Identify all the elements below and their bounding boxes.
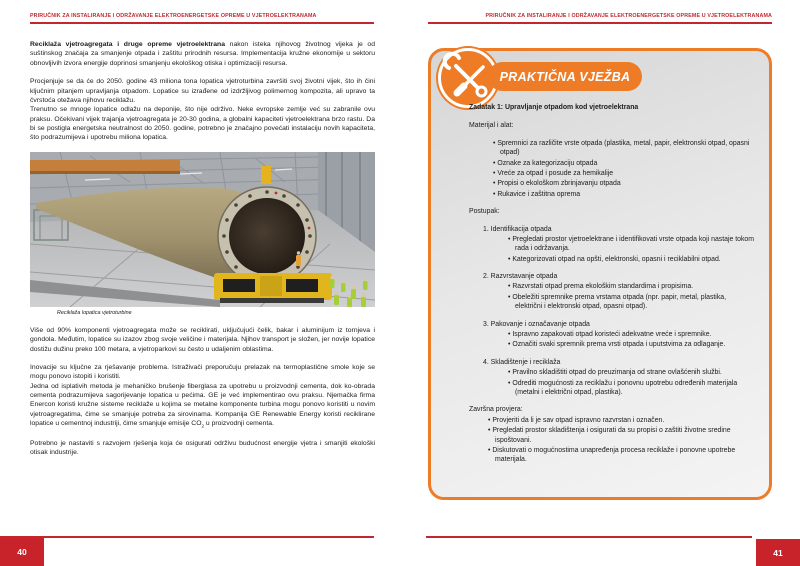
co2-subscript: 2 [201,423,205,429]
step-bullets [508,282,754,311]
list-item: • Odrediti mogućnosti za reciklažu i ponovnu upotrebu određenih materijala (metalni i električni otpad, plastika). [508,379,754,398]
photo-transport-cart [214,273,332,303]
procedure-heading: Postupak: [469,208,500,216]
step-bullets [508,368,754,397]
list-item: • Provjeriti da li je sav otpad ispravno razvrstan i označen. [488,416,754,425]
list-item: • Označiti svaki spremnik prema vrsti otpada i uputstvima za odlaganje. [508,340,754,349]
header-rule-right [428,22,772,24]
practice-box-content [469,103,754,466]
procedure-step-2 [469,272,754,312]
paragraph-estimate: Procjenjuje se da će do 2050. godine 43 miliona tona lopatica vjetroturbina završiti svoj životni vijek, što ih čini ključnim pitanjem upravljanja otpadom. Lopatice su izrađene od izdržljivog polimernog kompozita, ali upravo ta čvrstoća otežava njihovu reciklažu. [30,78,375,104]
list-item: • Razvrstati otpad prema ekološkim standardima i propisima. [508,282,754,291]
step-title: 2. Razvrstavanje otpada [483,273,558,281]
photo-crane-hook [261,166,271,184]
paragraph-intro: Reciklaža vjetroagregata i druge opreme vjetroelektrana nakon isteka njihovog životnog vijeka je od suštinskog značaja za smanjenje otpada i zaštitu prirodnih resursa. Implementacija kružne ekonomije u sektoru obnovljivih izvora energije doprinosi smanjenju ekološkog otiska i optimizaciji resursa. [30,41,375,67]
step-title: 4. Skladištenje i reciklaža [483,358,561,366]
list-item: • Pravilno skladištiti otpad do preuzimanja od strane ovlašćenih službi. [508,368,754,377]
list-item: • Pregledati prostor skladištenja i osigurati da su propisi o zaštiti životne sredine ispoštovani. [488,426,754,445]
photo-crane-beam [30,160,180,171]
footer-rule-right [426,536,752,538]
page-right [400,0,800,566]
photo-caption: Reciklaža lopatica vjetroturbine [57,309,132,316]
photo-crane-beam-shadow [30,171,180,174]
list-item: • Spremnici za različite vrste otpada (plastika, metal, papir, elektronski otpad, opasni otpad) [493,139,754,158]
paragraph-landfill: Trenutno se mnoge lopatice odlažu na deponije, što nije održivo. Neke evropske zemlje već su zabranile ovu praksu. Očekivani vijek trajanja vjetroagregata je 20-30 godina, a globalni kapaciteti vjetroelektrana brzo rastu. Da bi se postigla energetska neutralnost do 2050. godine, potrebno je značajno povećati instalaciju novih kapaciteta, što podrazumijeva i upotrebu miliona lopatica. [30,106,375,142]
procedure-step-1 [469,225,754,265]
page-number-left: 40 [0,538,44,566]
running-header-left: PRIRUČNIK ZA INSTALIRANJE I ODRŽAVANJE ELEKTROENERGETSKE OPREME U VJETROELEKTRANAMA [30,13,317,19]
step-title: 3. Pakovanje i označavanje otpada [483,320,590,328]
paragraph-innovation: Inovacije su ključne za rješavanje problema. Istraživači preporučuju prelazak na termoplastične smole koje se mogu ponovo istopiti i koristiti. [30,363,375,381]
step-title: 1. Identifikacija otpada [483,225,552,233]
header-rule-left [30,22,374,24]
step-bullets [508,330,754,350]
procedure-step-3 [469,320,754,350]
paragraph-intro-lead: Reciklaža vjetroagregata i druge opreme vjetroelektrana [30,41,225,48]
photo-root-hollow [229,198,305,274]
final-check-list [488,416,754,465]
list-item: • Diskutovati o mogućnostima unapređenja procesa reciklaže i ponovne upotrebe materijala. [488,446,754,465]
paragraph-methods: Jedna od isplativih metoda je mehaničko brušenje fiberglasa za upotrebu u proizvodnji cementa, dok ko-obrada cementa podrazumijeva sagorijevanje lopatica u pećima. GE je već implementirao ovu praksu. Njemačka firma Enercon koristi kružne sisteme reciklaže u kojima se metalne komponente turbina mogu ponovo koristiti u novim vjetroagregatima, čime se smanjuje potreba za sirovinama. Kompanija GE Renewable Energy koristi reciklirane lopatice u cementnoj industriji, čime smanjuje emisije $CO_2$ u proizvodnji cementa. [30,382,375,429]
task-title: Zadatak 1: Upravljanje otpadom kod vjetroelektrana [469,104,639,111]
list-item: • Propisi o ekološkom zbrinjavanju otpada [493,179,754,188]
list-item: • Oznake za kategorizaciju otpada [493,159,754,168]
list-item: • Rukavice i zaštitna oprema [493,190,754,199]
page-number-right: 41 [756,539,800,566]
paragraph-recycling-share: Više od 90% komponenti vjetroagregata može se reciklirati, uključujući čelik, bakar i aluminijum iz tornjeva i gondola. Međutim, lopatice su izazov zbog svoje veličine i materijala. Njihov transport je složen, jer novije lopatice dostižu dužinu preko 100 metara, a vjetroparkovi su često u udaljenim oblastima. [30,326,375,353]
list-item: • Ispravno zapakovati otpad koristeći adekvatne vreće i spremnike. [508,330,754,339]
step-bullets [508,235,754,264]
procedure-step-4 [469,358,754,398]
paragraph-conclusion: Potrebno je nastaviti s razvojem rješenja koja će osigurati održivu budućnost energije vjetra i smanjiti ekološki otisak industrije. [30,439,375,457]
practice-exercise-box [428,48,772,500]
footer-rule-left [0,536,374,538]
list-item: • Vreće za otpad i posude za hemikalije [493,169,754,178]
left-body-column [30,40,375,466]
practice-badge-pill: PRAKTIČNA VJEŽBA [488,62,642,91]
materials-list [493,139,754,199]
materials-heading: Materijal i alat: [469,122,514,130]
final-check-heading: Završna provjera: [469,406,523,414]
running-header-right: PRIRUČNIK ZA INSTALIRANJE I ODRŽAVANJE ELEKTROENERGETSKE OPREME U VJETROELEKTRANAMA [485,13,772,19]
turbine-blade-photo [30,152,375,307]
list-item: • Pregledati prostor vjetroelektrane i identifikovati vrste otpada koji nastaje tokom rada i održavanja. [508,235,754,254]
list-item: • Obeležiti spremnike prema vrstama otpada (npr. papir, metal, plastika, električni i elektronski otpad, opasni otpad). [508,293,754,312]
list-item: • Kategorizovati otpad na opšti, elektronski, opasni i reciklabilni otpad. [508,255,754,264]
